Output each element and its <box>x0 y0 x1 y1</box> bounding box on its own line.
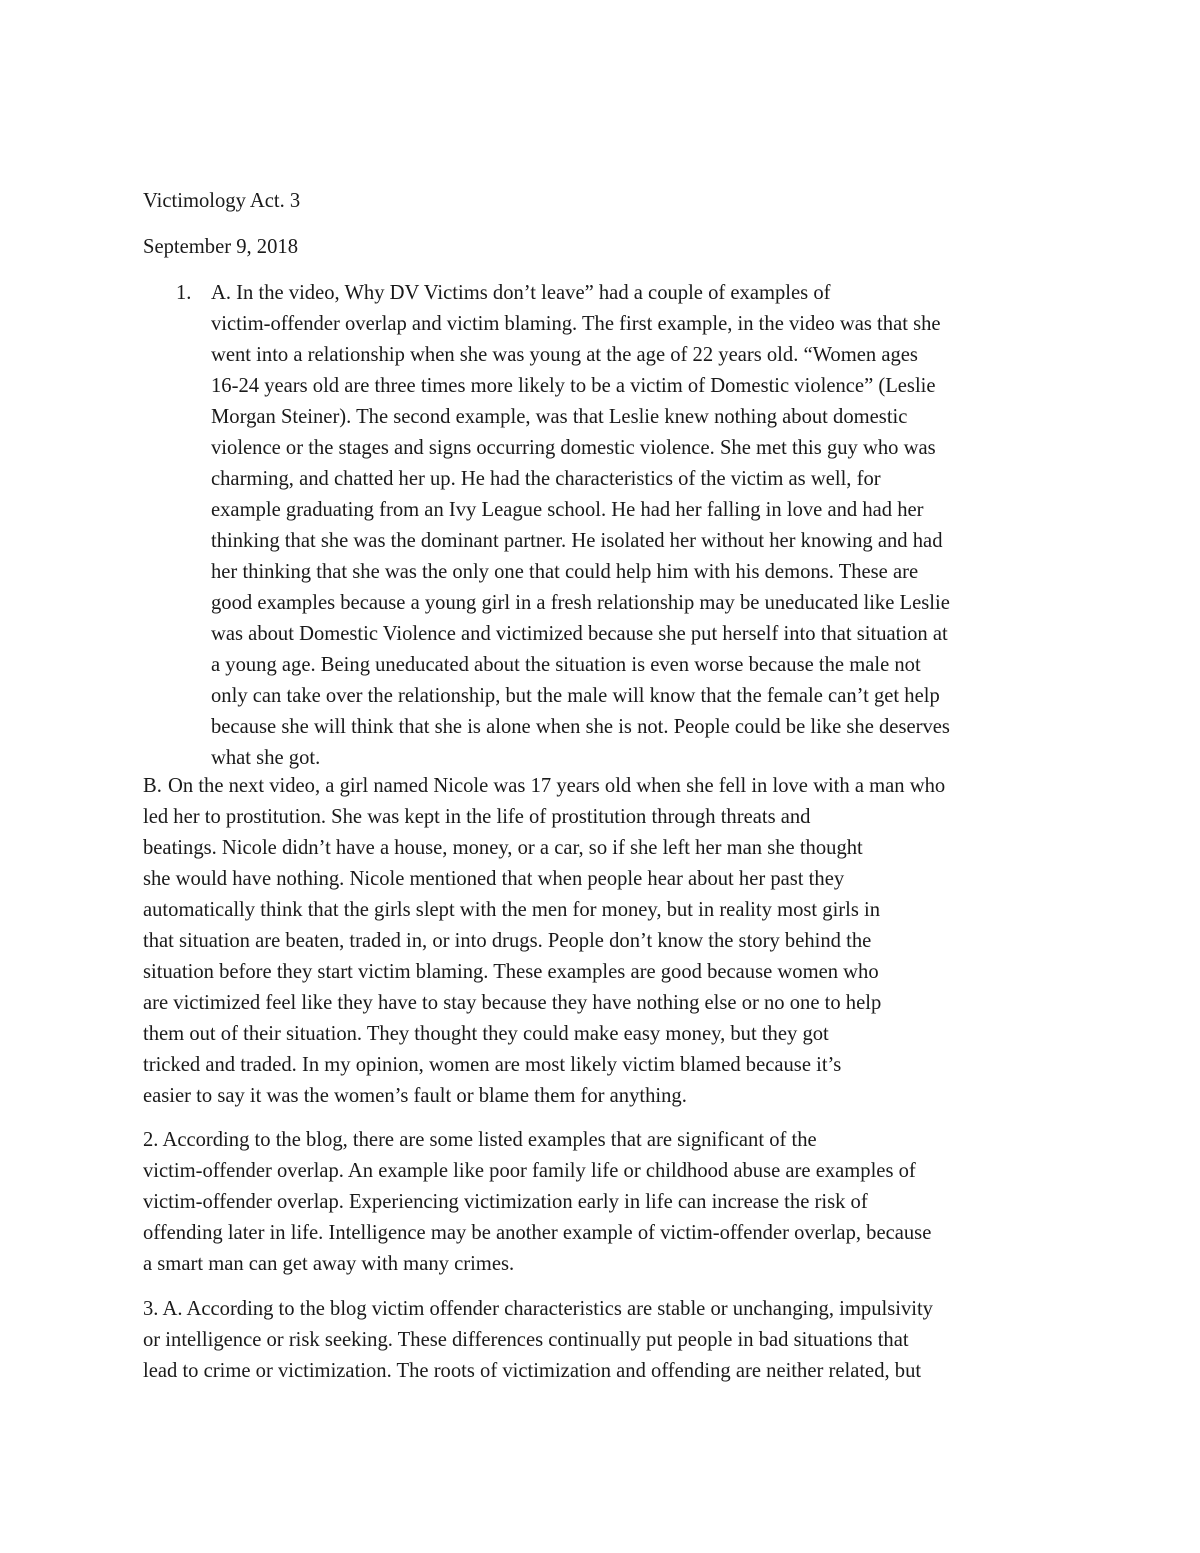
text-line: 2. According to the blog, there are some listed examples that are significant of the <box>143 1129 817 1151</box>
text-line: situation before they start victim blaming. These examples are good because women who <box>143 961 879 983</box>
text-line: victim-offender overlap. An example like poor family life or childhood abuse are examples of <box>143 1160 916 1182</box>
text-line: good examples because a young girl in a fresh relationship may be uneducated like Leslie <box>211 592 950 614</box>
text-line: 16-24 years old are three times more likely to be a victim of Domestic violence” (Leslie <box>211 375 936 397</box>
text-line: or intelligence or risk seeking. These differences continually put people in bad situations that <box>143 1329 909 1351</box>
document-date: September 9, 2018 <box>143 236 298 258</box>
text-line: Morgan Steiner). The second example, was that Leslie knew nothing about domestic <box>211 406 908 428</box>
text-line: lead to crime or victimization. The roots of victimization and offending are neither related, but <box>143 1360 922 1382</box>
text-line: violence or the stages and signs occurring domestic violence. She met this guy who was <box>211 437 936 459</box>
text-line: victim-offender overlap. Experiencing victimization early in life can increase the risk of <box>143 1191 868 1213</box>
text-line: went into a relationship when she was young at the age of 22 years old. “Women ages <box>211 344 918 366</box>
text-line: a young age. Being uneducated about the situation is even worse because the male not <box>211 654 921 676</box>
text-line: them out of their situation. They thought they could make easy money, but they got <box>143 1023 829 1045</box>
text-line: are victimized feel like they have to stay because they have nothing else or no one to help <box>143 992 882 1014</box>
answer-2 <box>143 1125 1063 1280</box>
text-line: led her to prostitution. She was kept in the life of prostitution through threats and <box>143 806 811 828</box>
answer-3a <box>143 1294 1063 1387</box>
text-line: that situation are beaten, traded in, or into drugs. People don’t know the story behind the <box>143 930 872 952</box>
text-line: beatings. Nicole didn’t have a house, money, or a car, so if she left her man she thought <box>143 837 863 859</box>
text-line: a smart man can get away with many crimes. <box>143 1253 515 1275</box>
text-line: what she got. <box>211 747 321 769</box>
text-line: was about Domestic Violence and victimized because she put herself into that situation at <box>211 623 948 645</box>
text-line: automatically think that the girls slept with the men for money, but in reality most girls in <box>143 899 881 921</box>
text-line: only can take over the relationship, but the male will know that the female can’t get help <box>211 685 940 707</box>
text-line <box>143 771 1139 802</box>
text-line: charming, and chatted her up. He had the characteristics of the victim as well, for <box>211 468 881 490</box>
text-line: offending later in life. Intelligence may be another example of victim-offender overlap, because <box>143 1222 932 1244</box>
document-title: Victimology Act. 3 <box>143 190 301 212</box>
text-line: example graduating from an Ivy League school. He had her falling in love and had her <box>211 499 924 521</box>
list-number-1: 1. <box>176 282 192 304</box>
text-line: she would have nothing. Nicole mentioned that when people hear about her past they <box>143 868 845 890</box>
answer-1a <box>211 278 1071 774</box>
text-line: her thinking that she was the only one that could help him with his demons. These are <box>211 561 919 583</box>
text-line: tricked and traded. In my opinion, women are most likely victim blamed because it’s <box>143 1054 842 1076</box>
text-line: victim-offender overlap and victim blaming. The first example, in the video was that she <box>211 313 941 335</box>
text-line-content: On the next video, a girl named Nicole was 17 years old when she fell in love with a man who <box>168 775 946 797</box>
text-line: easier to say it was the women’s fault or blame them for anything. <box>143 1085 687 1107</box>
list-letter-b: B. <box>143 775 162 797</box>
text-line: because she will think that she is alone when she is not. People could be like she deserves <box>211 716 950 738</box>
text-line: A. In the video, Why DV Victims don’t leave” had a couple of examples of <box>211 282 831 304</box>
text-line: 3. A. According to the blog victim offender characteristics are stable or unchanging, impulsivity <box>143 1298 933 1320</box>
answer-1b <box>143 771 1139 1112</box>
text-line: thinking that she was the dominant partner. He isolated her without her knowing and had <box>211 530 943 552</box>
